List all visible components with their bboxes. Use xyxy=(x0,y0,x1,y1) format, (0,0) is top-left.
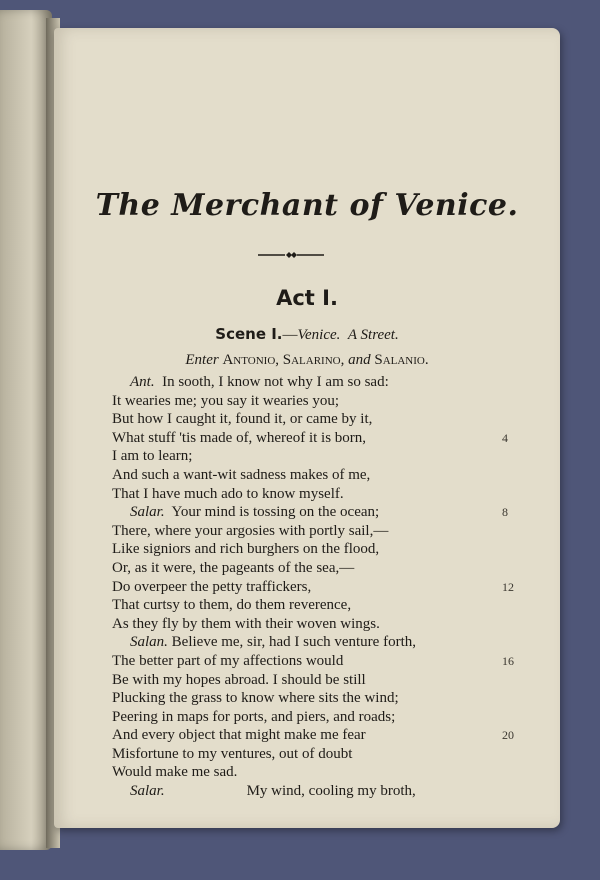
book-page xyxy=(54,28,560,828)
speaker-prefix: Salar. xyxy=(130,504,165,521)
stage-direction xyxy=(54,352,560,369)
verse-line xyxy=(112,671,512,690)
verse-line xyxy=(112,745,512,764)
line-text: There, where your argosies with portly sail,— xyxy=(112,522,389,539)
line-text: And every object that might make me fear xyxy=(112,727,366,744)
line-text: What stuff 'tis made of, whereof it is born, xyxy=(112,429,367,446)
scene-label: Scene I. xyxy=(215,325,283,343)
verse-line xyxy=(112,726,512,745)
verse-line xyxy=(112,708,512,727)
play-title: The Merchant of Venice. xyxy=(95,188,519,223)
verse-line xyxy=(112,410,512,429)
verse-line xyxy=(112,466,512,485)
speaker-prefix: Salar. xyxy=(130,783,165,800)
verse-line xyxy=(112,689,512,708)
line-text: Do overpeer the petty traffickers, xyxy=(112,578,312,595)
line-text: Believe me, sir, had I such venture forth, xyxy=(171,634,416,651)
line-text: Would make me sad. xyxy=(112,764,238,781)
verse-line xyxy=(112,578,512,597)
line-text: That curtsy to them, do them reverence, xyxy=(112,597,352,614)
stage-and: and xyxy=(348,352,371,368)
verse-line xyxy=(112,540,512,559)
verse-block xyxy=(112,373,512,801)
verse-line xyxy=(112,633,512,652)
speaker-prefix: Salan. xyxy=(130,634,168,651)
line-number: 4 xyxy=(502,430,508,445)
line-text: And such a want-wit sadness makes of me, xyxy=(112,466,371,483)
scene-place: Venice. xyxy=(297,327,341,343)
line-number: 12 xyxy=(502,579,514,594)
line-text: That I have much ado to know myself. xyxy=(112,485,344,502)
line-text: It wearies me; you say it wearies you; xyxy=(112,392,340,409)
line-text: As they fly by them with their woven wings. xyxy=(112,615,380,632)
line-text: My wind, cooling my broth, xyxy=(246,783,416,800)
line-text: Misfortune to my ventures, out of doubt xyxy=(112,745,353,762)
scene-heading xyxy=(54,325,560,344)
verse-line xyxy=(112,559,512,578)
scene-location: A Street. xyxy=(347,327,399,343)
verse-line xyxy=(112,596,512,615)
line-text: Like signiors and rich burghers on the flood, xyxy=(112,541,380,558)
verse-line xyxy=(112,447,512,466)
verse-line xyxy=(112,763,512,782)
verse-line xyxy=(112,652,512,671)
verse-line xyxy=(112,485,512,504)
line-text: I am to learn; xyxy=(112,448,193,465)
speaker-prefix: Ant. xyxy=(130,374,155,390)
stage-last-name: Salanio. xyxy=(374,352,429,368)
verse-line xyxy=(112,373,512,392)
line-text: Plucking the grass to know where sits the wind; xyxy=(112,690,399,707)
line-text: Peering in maps for ports, and piers, and roads; xyxy=(112,708,396,725)
verse-line xyxy=(112,392,512,411)
line-text: The better part of my affections would xyxy=(112,652,344,669)
line-text: Your mind is tossing on the ocean; xyxy=(171,504,380,521)
line-text: Or, as it were, the pageants of the sea,— xyxy=(112,559,355,576)
line-text: In sooth, I know not why I am so sad: xyxy=(162,374,389,390)
line-text: Be with my hopes abroad. I should be still xyxy=(112,671,366,688)
act-heading: Act I. xyxy=(276,286,338,310)
stage-names: Antonio, Salarino, xyxy=(222,352,345,368)
verse-line xyxy=(112,503,512,522)
line-number: 16 xyxy=(502,653,514,668)
line-number: 8 xyxy=(502,505,508,520)
verse-line xyxy=(112,429,512,448)
line-text: But how I caught it, found it, or came by it, xyxy=(112,411,373,428)
line-number: 20 xyxy=(502,728,514,743)
stage-enter: Enter xyxy=(185,352,219,368)
scene-dash: — xyxy=(282,327,298,343)
verse-line-final xyxy=(112,782,512,801)
verse-line xyxy=(112,615,512,634)
facing-page-edge xyxy=(0,10,52,850)
title-ornament-divider xyxy=(258,250,324,260)
verse-line xyxy=(112,522,512,541)
